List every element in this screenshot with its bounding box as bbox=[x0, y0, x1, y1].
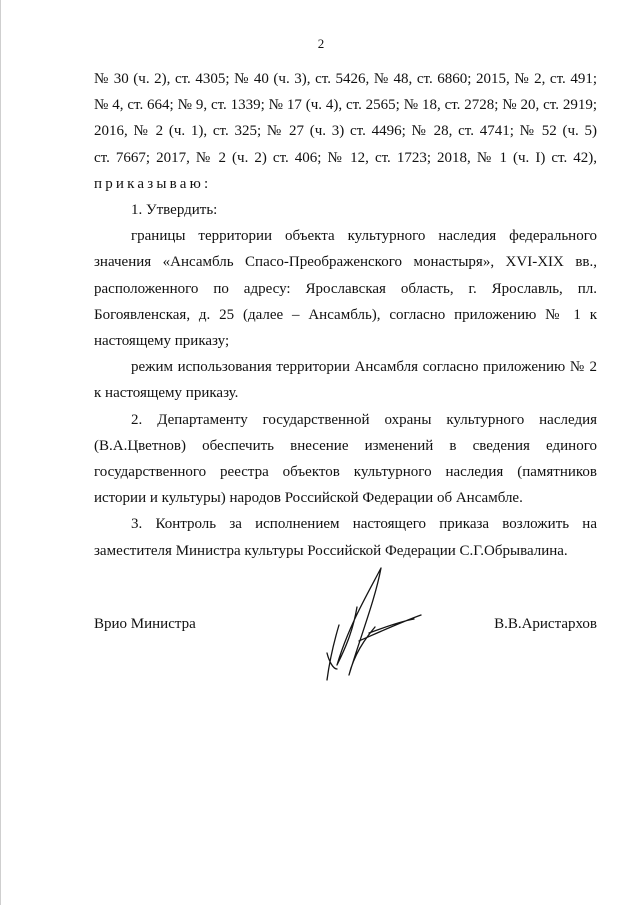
item-1-heading: 1. Утвердить: bbox=[131, 202, 218, 219]
item-1-boundaries: границы территории объекта культурного наследия федерального значения «Ансамбль Спасо-Преображенского монастыря», XVI-XIX вв., расположенного по адресу: Ярославская область, г. Ярославль, пл. Богоявленская, д. 25 (далее – Ансамбль), согласно приложению № 1 к настоящему приказу; bbox=[94, 228, 597, 350]
item-2-paragraph: 2. Департаменту государственной охраны культурного наследия (В.А.Цветнов) обеспечить внесение изменений в сведения единого государственного реестра объектов культурного наследия (памятников истории и культуры) народов Российской Федерации об Ансамбле. bbox=[94, 411, 597, 507]
item-3-paragraph: 3. Контроль за исполнением настоящего приказа возложить на заместителя Министра культуры Российской Федерации С.Г.Обрывалина. bbox=[94, 516, 597, 559]
handwritten-signature bbox=[309, 565, 429, 685]
continuation-line: ст. 7667; 2017, № 2 (ч. 2) ст. 406; № 12, ст. 1723; 2018, № 1 (ч. I) ст. 42), bbox=[94, 149, 597, 166]
page-number: 2 bbox=[317, 36, 325, 51]
continuation-line: 2016, № 2 (ч. 1), ст. 325; № 27 (ч. 3) ст. 4496; № 28, ст. 4741; № 52 (ч. 5) bbox=[94, 123, 597, 140]
continuation-line: № 4, ст. 664; № 9, ст. 1339; № 17 (ч. 4), ст. 2565; № 18, ст. 2728; № 20, ст. 2919; bbox=[94, 97, 597, 114]
order-word: приказываю: bbox=[94, 175, 212, 192]
document-body bbox=[94, 66, 597, 564]
signatory-name: В.В.Аристархов bbox=[494, 616, 597, 632]
signatory-title: Врио Министра bbox=[94, 616, 196, 632]
item-1-regime: режим использования территории Ансамбля согласно приложению № 2 к настоящему приказу. bbox=[94, 359, 597, 402]
continuation-line: № 30 (ч. 2), ст. 4305; № 40 (ч. 3), ст. 5426, № 48, ст. 6860; 2015, № 2, ст. 491; bbox=[94, 71, 597, 87]
